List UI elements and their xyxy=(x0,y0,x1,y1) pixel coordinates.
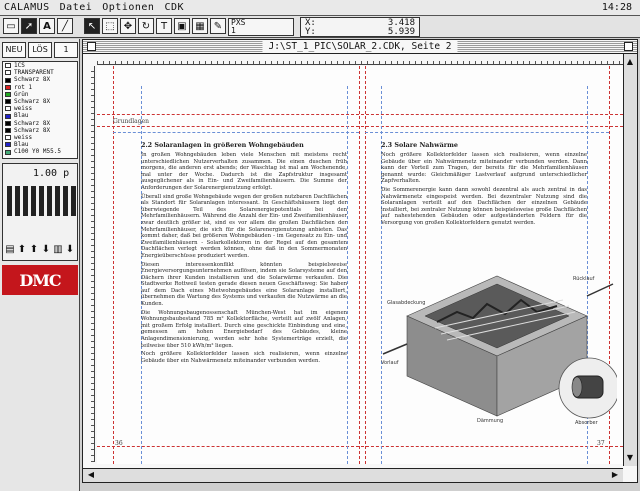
label-return: Rücklauf xyxy=(573,276,595,282)
color-label: 1CS xyxy=(14,62,25,69)
left-palette xyxy=(0,39,80,491)
collector-illustration[interactable] xyxy=(377,256,617,432)
color-label: rot 1 xyxy=(14,83,33,91)
color-list-item[interactable] xyxy=(3,98,77,105)
palette-button-new[interactable]: NEU xyxy=(2,42,26,58)
running-head: Grundlagen xyxy=(113,118,149,125)
color-label: Schwarz 8X xyxy=(14,119,51,127)
color-swatch xyxy=(5,135,11,140)
pixel-field-value: 1 xyxy=(231,26,236,35)
color-list-item[interactable] xyxy=(3,91,77,98)
margin-guide-head xyxy=(97,126,623,127)
spine-guide-left xyxy=(359,66,360,464)
color-list-item[interactable] xyxy=(3,69,77,76)
label-flow: Vorlauf xyxy=(381,360,399,366)
scroll-left-icon[interactable]: ◀ xyxy=(87,470,95,479)
color-label: weiss xyxy=(14,105,33,113)
color-swatch xyxy=(5,142,11,147)
color-swatch xyxy=(5,150,11,155)
color-label: C100 Y0 M55.5 xyxy=(14,148,61,156)
palette-button-delete[interactable]: LÖS xyxy=(28,42,52,58)
page-number-left: 36 xyxy=(115,440,123,447)
menu-calamus[interactable]: CALAMUS xyxy=(4,2,50,13)
color-label: Blau xyxy=(14,112,29,120)
label-insulation: Dämmung xyxy=(477,418,504,424)
x-value: 3.418 xyxy=(387,18,415,28)
arrow-up-icon[interactable]: ⬆ xyxy=(17,244,27,255)
arrow-down-2-icon[interactable]: ⬇ xyxy=(65,244,75,255)
line-controls xyxy=(2,163,78,261)
move-tool-icon[interactable]: ✥ xyxy=(120,18,136,34)
color-label: weiss xyxy=(14,134,33,142)
close-box-icon[interactable] xyxy=(87,42,96,51)
color-list-item[interactable] xyxy=(3,134,77,141)
scroll-down-icon[interactable]: ▼ xyxy=(626,453,634,462)
color-swatch xyxy=(5,85,11,90)
baseline-guide xyxy=(365,132,609,133)
section-heading: 2.3 Solare Nahwärme xyxy=(381,142,458,149)
line-style-bars[interactable] xyxy=(7,186,76,216)
color-label: Schwarz 8X xyxy=(14,76,51,84)
document-window xyxy=(82,39,638,483)
color-list-item[interactable] xyxy=(3,141,77,148)
rotate-tool-icon[interactable]: ↻ xyxy=(138,18,154,34)
color-label: TRANSPARENT xyxy=(14,69,54,77)
clock: 14:28 xyxy=(601,2,632,13)
column-guide xyxy=(347,86,348,464)
margin-guide-top xyxy=(97,114,623,115)
color-list-item[interactable] xyxy=(3,76,77,83)
pencil-tool-icon[interactable]: ✎ xyxy=(210,18,226,34)
coordinate-display xyxy=(300,17,420,37)
align-left-icon[interactable]: ▤ xyxy=(5,244,15,255)
text-frame-tool-icon[interactable]: T xyxy=(156,18,172,34)
color-list-item[interactable] xyxy=(3,105,77,112)
dmc-logo: DMC xyxy=(2,265,78,295)
document-title: J:\ST_1_PIC\SOLAR_2.CDK, Seite 2 xyxy=(262,40,457,53)
menu-optionen[interactable]: Optionen xyxy=(102,2,155,13)
text-tool-icon[interactable]: A xyxy=(39,18,55,34)
color-swatch xyxy=(5,92,11,97)
color-swatch xyxy=(5,106,11,111)
margin-guide-bottom xyxy=(97,446,623,447)
color-label: Schwarz 8X xyxy=(14,126,51,134)
paragraph: In großen Wohngebäuden leben viele Menschen mit meistens recht unterschiedlichen Nutzerverhalten zusammen. Die einen duschen früh morgens, die anderen erst abends; der Waschtag ist mal am Wochenende, mal unter der Woche. Dadurch ist die Zapfstruktur insgesamt ausgeglichener als in Ein- und Zweifamilienhäusern. Die Summe der Anforderungen der Solarenergienutzung erfolgt. xyxy=(141,152,347,191)
color-list-item[interactable] xyxy=(3,120,77,127)
raster-tool-icon[interactable]: ▦ xyxy=(192,18,208,34)
frame-draw-tool-icon[interactable]: ⬚ xyxy=(102,18,118,34)
menu-cdk[interactable]: CDK xyxy=(164,2,184,13)
vertical-scrollbar[interactable] xyxy=(623,54,637,466)
page-spread xyxy=(97,66,623,464)
page-number-right: 37 xyxy=(597,440,605,447)
horizontal-scrollbar[interactable] xyxy=(83,468,623,482)
image-frame-tool-icon[interactable]: ▣ xyxy=(174,18,190,34)
y-label: Y: xyxy=(305,27,316,37)
paragraph: Überall sind große Wohngebäude wegen der großen nutzbaren Dachflächen als Standort für Solaranlagen interessant. In Geschäftshäusern liegt der überwiegende Teil des Solarenergiepotentials bei den Mehrfamilienhäusern. Während die Anzahl der Ein- und Zweifamilienhäuser zwar deutlich größer ist, sind es vor allem die großen Dachflächen der Mehrfamilienhäuser, die sich für die Solarenergienutzung anbieten. Das kommt daher, daß bei größeren Wohngebäuden - im Gegensatz zu Ein- und Zweifamilienhäusern - Solarkollektoren in der Regel auf den gesamten Dachflächen verlegt werden können, ohne daß in den Sommermonaten Energieüberschüsse produziert werden. xyxy=(141,193,347,259)
palette-buttons xyxy=(2,42,78,58)
paragraph: Die Wohnungsbaugenossenschaft München-West hat im eigenen Wohnungsbaubestand 785 m² Kollektorfläche, verteilt auf zwölf Anlagen, mit großem Erfolg installiert. Durch eine geschickte Einbindung und eine, gemessen am hohen Energiebedarf des Gebäudes, kleine Anlagendimensionierung, werden sehr hohe Systemerträge erzielt, die teilweise über 510 kWh/m² liegen. xyxy=(141,309,347,349)
tool-row xyxy=(0,16,640,38)
color-list-item[interactable] xyxy=(3,148,77,155)
menu-bar xyxy=(0,0,640,16)
baseline-guide xyxy=(113,132,359,133)
scroll-up-icon[interactable]: ▲ xyxy=(626,57,634,66)
document-title-bar[interactable] xyxy=(83,40,637,54)
paragraph: Noch größere Kollektorfelder lassen sich realisieren, wenn einzelne Gebäude über ein Nahwärmenetz miteinander verbunden werden. Dann kann der Vorteil zum Tragen, der bereits für die Mehrfamilienhäuser genannt wurde: Gleichmäßiger Lastverlauf aufgrund unterschiedlicher Zapfverhalten. xyxy=(381,152,587,185)
line-tool-icon[interactable]: ╱ xyxy=(57,18,73,34)
color-label: Blau xyxy=(14,141,29,149)
spine-guide-right xyxy=(365,66,366,464)
scroll-right-icon[interactable]: ▶ xyxy=(611,470,619,479)
paragraph: Noch größere Kollektorfelder lassen sich realisieren, wenn einzelne Gebäude über ein Nahwärmenetz miteinander verbunden werden. xyxy=(141,351,347,364)
color-swatch xyxy=(5,114,11,119)
align-right-icon[interactable]: ▥ xyxy=(53,244,63,255)
x-label: X: xyxy=(305,18,316,28)
y-value: 5.939 xyxy=(387,27,415,37)
color-swatch xyxy=(5,121,11,126)
fullscreen-box-icon[interactable] xyxy=(624,42,633,51)
paragraph: Diesen interessenkonflikt könnten beispielsweise Energieversorgungsunternehmen auflösen, indem sie Solarsysteme auf den Dächern ihrer Kunden installieren und die Solarwärme verkaufen. Die Stadtwerke Rottweil testen gerade diesen neuen Geschäftsweg: Sie haben auf dem Dach eines Mietwohngebäudes eine Solaranlage installiert, übernehmen die Wartung des Systems und verkaufen die Nutzwärme an die Kunden. xyxy=(141,261,347,308)
color-swatch xyxy=(5,70,11,75)
arrow-down-icon[interactable]: ⬇ xyxy=(41,244,51,255)
pixel-fields[interactable] xyxy=(228,18,294,36)
section-heading: 2.2 Solaranlagen in größeren Wohngebäuden xyxy=(141,142,304,149)
color-swatch xyxy=(5,78,11,83)
text-column-right[interactable] xyxy=(381,142,587,234)
line-width-value[interactable]: 1.00 p xyxy=(33,168,70,179)
label-absorber: Absorber xyxy=(575,420,598,426)
color-label: Schwarz 8X xyxy=(14,98,51,106)
text-column-left[interactable] xyxy=(141,142,347,442)
vertical-ruler xyxy=(83,66,95,462)
arrow-tool-icon[interactable]: ➚ xyxy=(21,18,37,34)
margin-guide-left xyxy=(113,66,114,464)
collector-diagram xyxy=(377,256,617,432)
color-swatch xyxy=(5,99,11,104)
arrow-up-2-icon[interactable]: ⬆ xyxy=(29,244,39,255)
color-label: Grün xyxy=(14,90,29,98)
label-glass-cover: Glasabdeckung xyxy=(387,300,426,306)
palette-button-one[interactable]: 1 xyxy=(54,42,78,58)
alignment-arrows[interactable] xyxy=(5,244,75,255)
frame-tool-icon[interactable]: ▭ xyxy=(3,18,19,34)
color-list-item[interactable] xyxy=(3,112,77,119)
color-list-item[interactable] xyxy=(3,127,77,134)
color-list-item[interactable] xyxy=(3,84,77,91)
pixel-field-label: PXS xyxy=(231,18,246,27)
color-swatch xyxy=(5,128,11,133)
select-tool-icon[interactable]: ↖ xyxy=(84,18,100,34)
menu-datei[interactable]: Datei xyxy=(59,2,93,13)
horizontal-ruler xyxy=(97,55,623,65)
color-swatch xyxy=(5,63,11,68)
color-list[interactable] xyxy=(2,61,78,159)
color-list-item[interactable] xyxy=(3,62,77,69)
paragraph: Die Sommerenergie kann dann sowohl dezentral als auch zentral in das Nahwärmenetz eingespeist werden. Bei dezentraler Nutzung sind die Solaranlagen verteilt auf den Dachflächen der einzelnen Gebäude installiert, bei zentraler Nutzung können beispielsweise große Dachflächen auf nahestehenden Gebäuden oder aufgeständerten Feldern für die Versorgung von großen Kollektorfeldern genutzt werden. xyxy=(381,186,587,226)
